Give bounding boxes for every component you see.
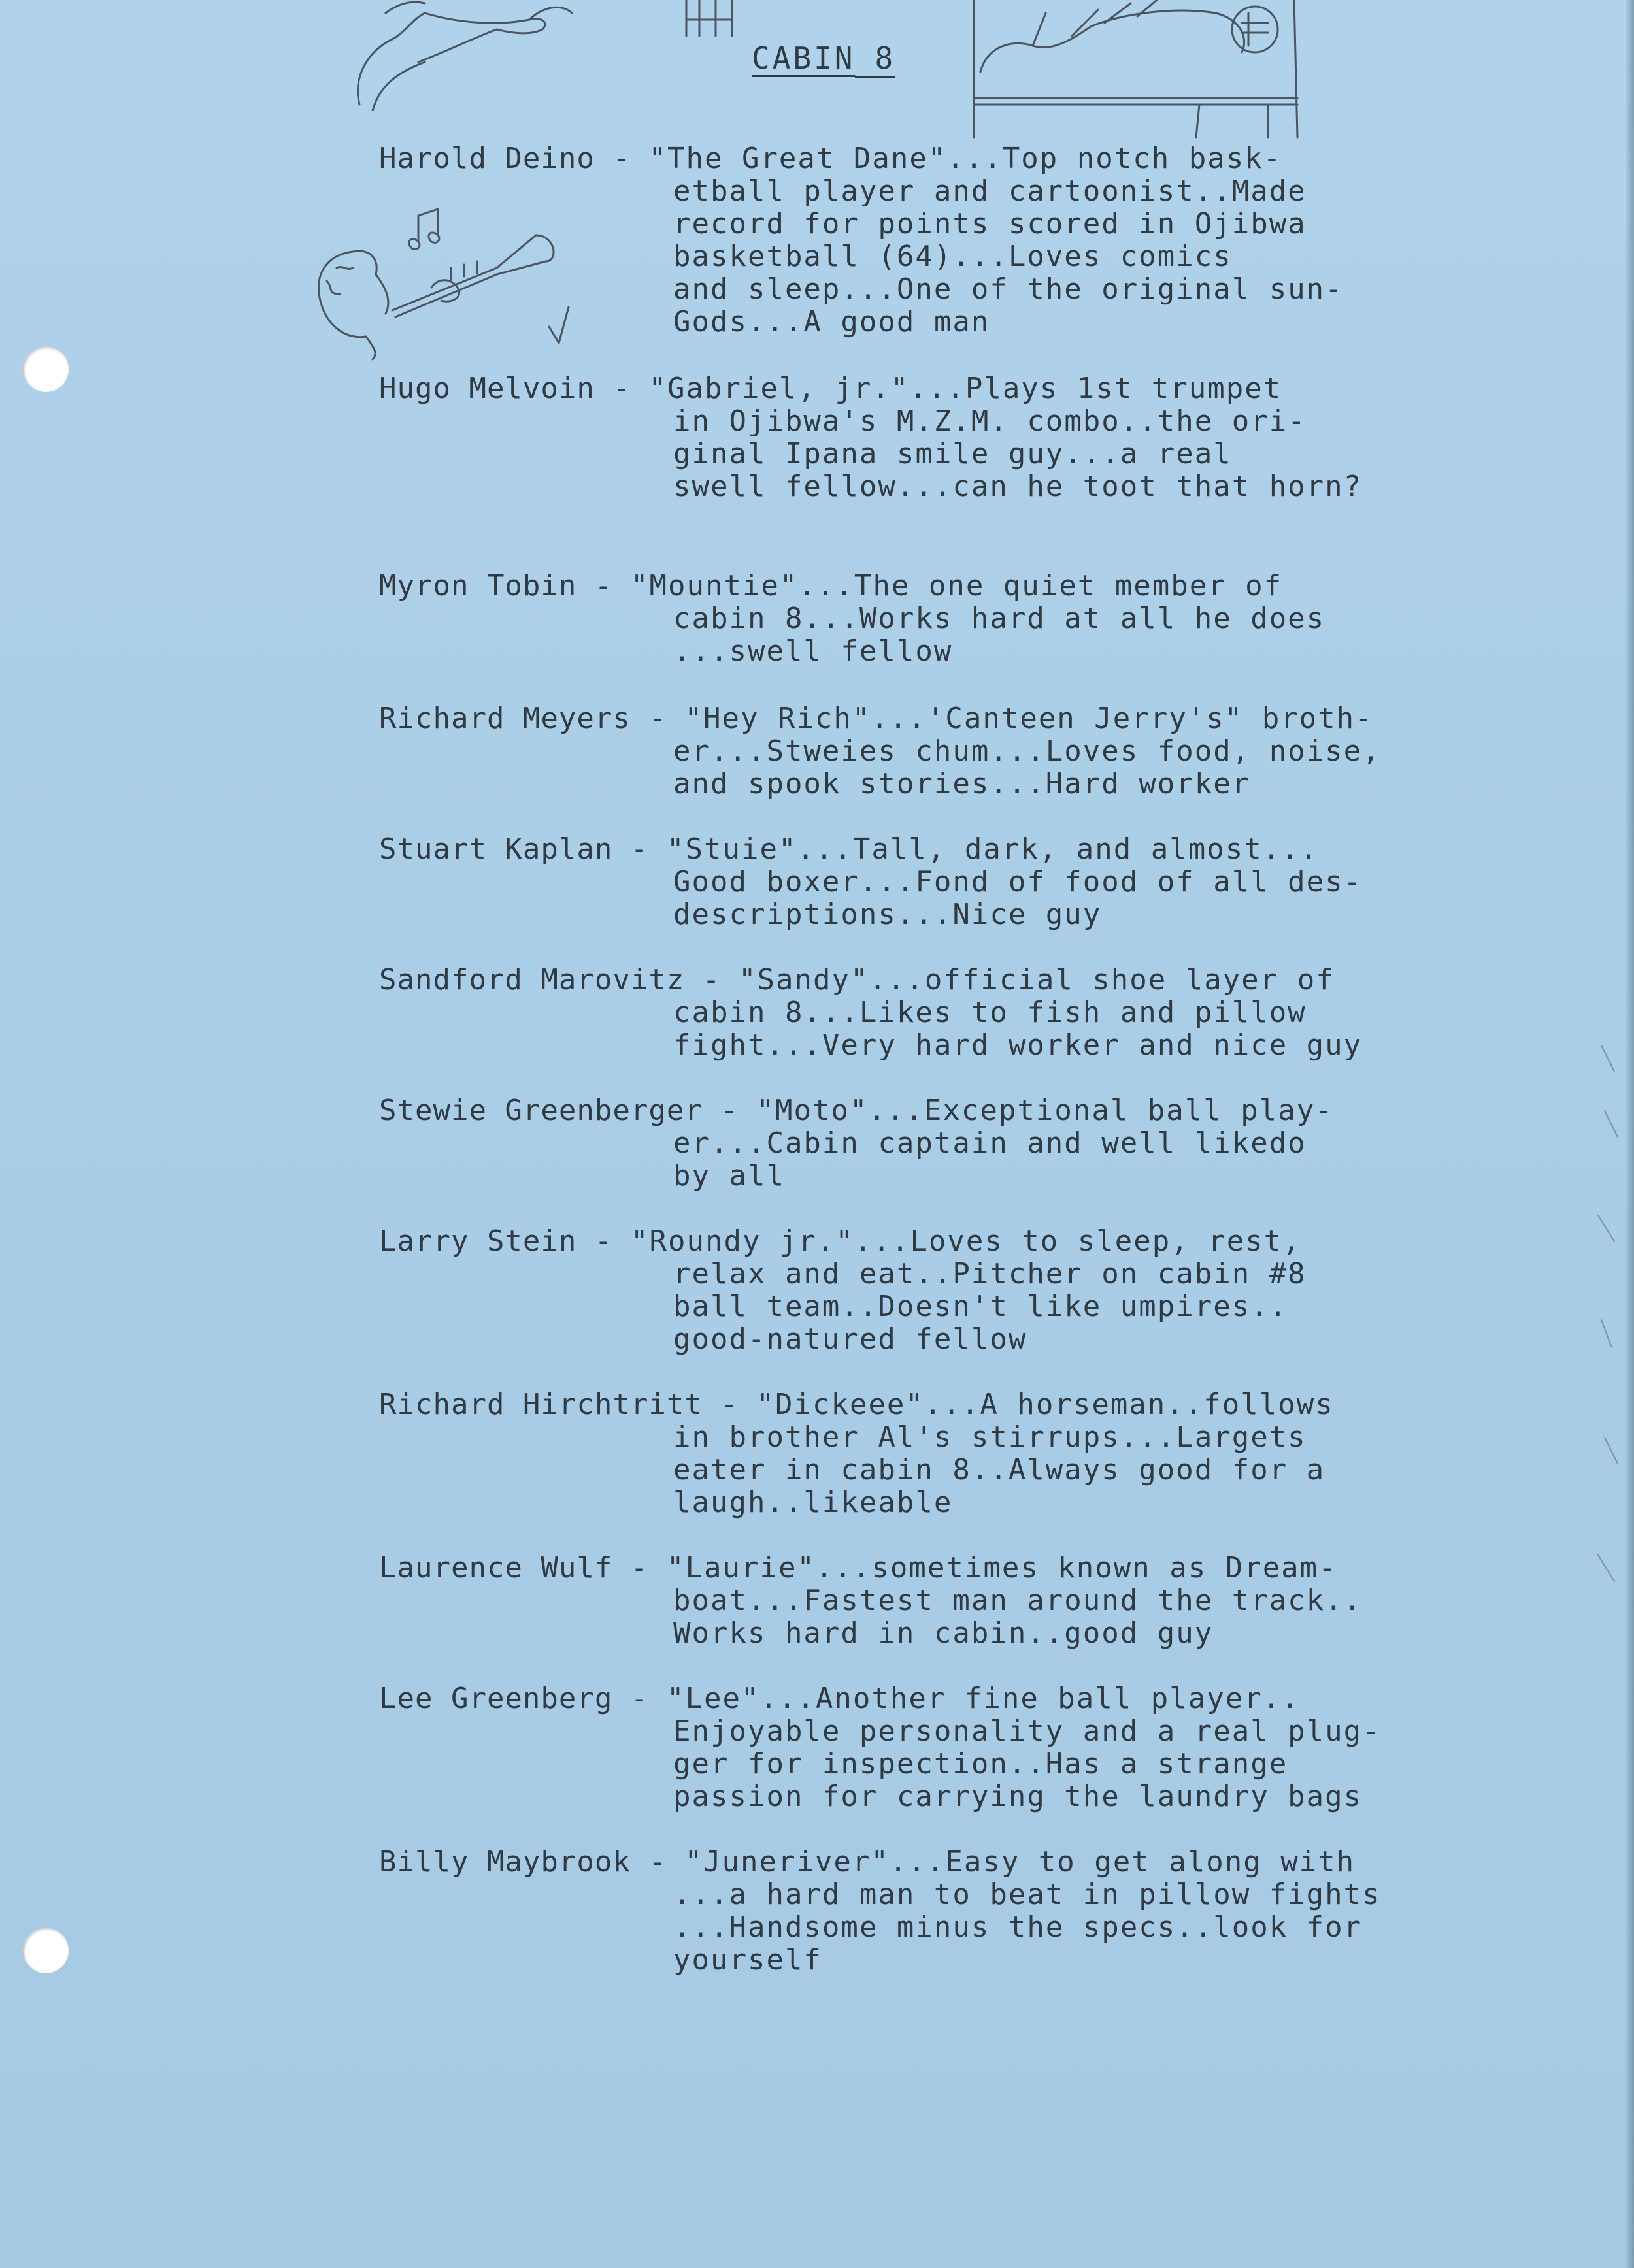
sketch-chair-top (680, 0, 758, 46)
punch-hole-top (23, 346, 69, 392)
camper-nickname-line: "Juneriver"...Easy to get along with (684, 1845, 1356, 1879)
camper-name: Myron Tobin - (379, 569, 613, 602)
camper-name: Harold Deino - (379, 142, 631, 175)
camper-description: Enjoyable personality and a real plug- ger for inspection..Has a strange passion for carrying the laundry bags (673, 1715, 1381, 1813)
punch-hole-bottom (23, 1928, 69, 1973)
camper-description: relax and eat..Pitcher on cabin #8 ball team..Doesn't like umpires.. good-natured fellow (673, 1257, 1307, 1356)
camper-nickname-line: "Gabriel, jr."...Plays 1st trumpet (648, 372, 1282, 405)
camper-description: er...Stweies chum...Loves food, noise, and spook stories...Hard worker (673, 734, 1381, 800)
camper-nickname-line: "Roundy jr."...Loves to sleep, rest, (631, 1224, 1301, 1258)
camper-description: Good boxer...Fond of food of all des- descriptions...Nice guy (673, 865, 1363, 931)
camper-description: cabin 8...Works hard at all he does ...swell fellow (673, 602, 1326, 668)
sketch-trumpet-player (301, 196, 601, 366)
camper-description: etball player and cartoonist..Made record for points scored in Ojibwa basketball (64)...Loves comics and sleep...One of the original sun- Gods...A good man (673, 174, 1344, 338)
camper-name: Hugo Melvoin - (379, 372, 631, 405)
sketch-margin-scribble-right (1588, 1045, 1627, 1634)
camper-nickname-line: "Mountie"...The one quiet member of (631, 569, 1283, 602)
camper-nickname-line: "Dickeee"...A horseman..follows (756, 1388, 1334, 1421)
camper-nickname-line: "Moto"...Exceptional ball play- (756, 1094, 1334, 1127)
camper-name: Laurence Wulf - (379, 1551, 649, 1585)
camper-description: in brother Al's stirrups...Largets eater in cabin 8..Always good for a laugh..likeable (673, 1421, 1326, 1519)
camper-description: boat...Fastest man around the track.. Works hard in cabin..good guy (673, 1584, 1363, 1650)
camper-description: in Ojibwa's M.Z.M. combo..the ori- ginal Ipana smile guy...a real swell fellow...can he toot that horn? (673, 404, 1363, 503)
camper-nickname-line: "Lee"...Another fine ball player.. (667, 1682, 1300, 1715)
camper-description: cabin 8...Likes to fish and pillow fight...Very hard worker and nice guy (673, 996, 1363, 1062)
camper-nickname-line: "Hey Rich"...'Canteen Jerry's" broth- (684, 702, 1374, 735)
camper-nickname-line: "Laurie"...sometimes known as Dream- (667, 1551, 1337, 1585)
page-title (752, 41, 895, 76)
title-cabin-number: 8 (855, 41, 895, 78)
camper-nickname-line: "The Great Dane"...Top notch bask- (648, 142, 1282, 175)
sketch-bed-top-right (967, 0, 1307, 144)
camper-description: er...Cabin captain and well likedo by all (673, 1126, 1307, 1192)
camper-nickname-line: "Sandy"...official shoe layer of (739, 963, 1335, 996)
camper-nickname-line: "Stuie"...Tall, dark, and almost... (667, 832, 1319, 866)
sketch-figure-top-left (346, 0, 595, 111)
camper-name: Richard Hirchtritt - (379, 1388, 739, 1421)
camper-name: Richard Meyers - (379, 702, 667, 735)
camper-name: Sandford Marovitz - (379, 963, 721, 996)
camper-description: ...a hard man to beat in pillow fights ...Handsome minus the specs..look for yourself (673, 1878, 1381, 1977)
title-cabin-word: CABIN (752, 41, 856, 76)
camper-name: Larry Stein - (379, 1224, 613, 1258)
camper-name: Stuart Kaplan - (379, 832, 649, 866)
camper-name: Lee Greenberg - (379, 1682, 649, 1715)
camper-name: Stewie Greenberger - (379, 1094, 739, 1127)
camper-name: Billy Maybrook - (379, 1845, 667, 1879)
